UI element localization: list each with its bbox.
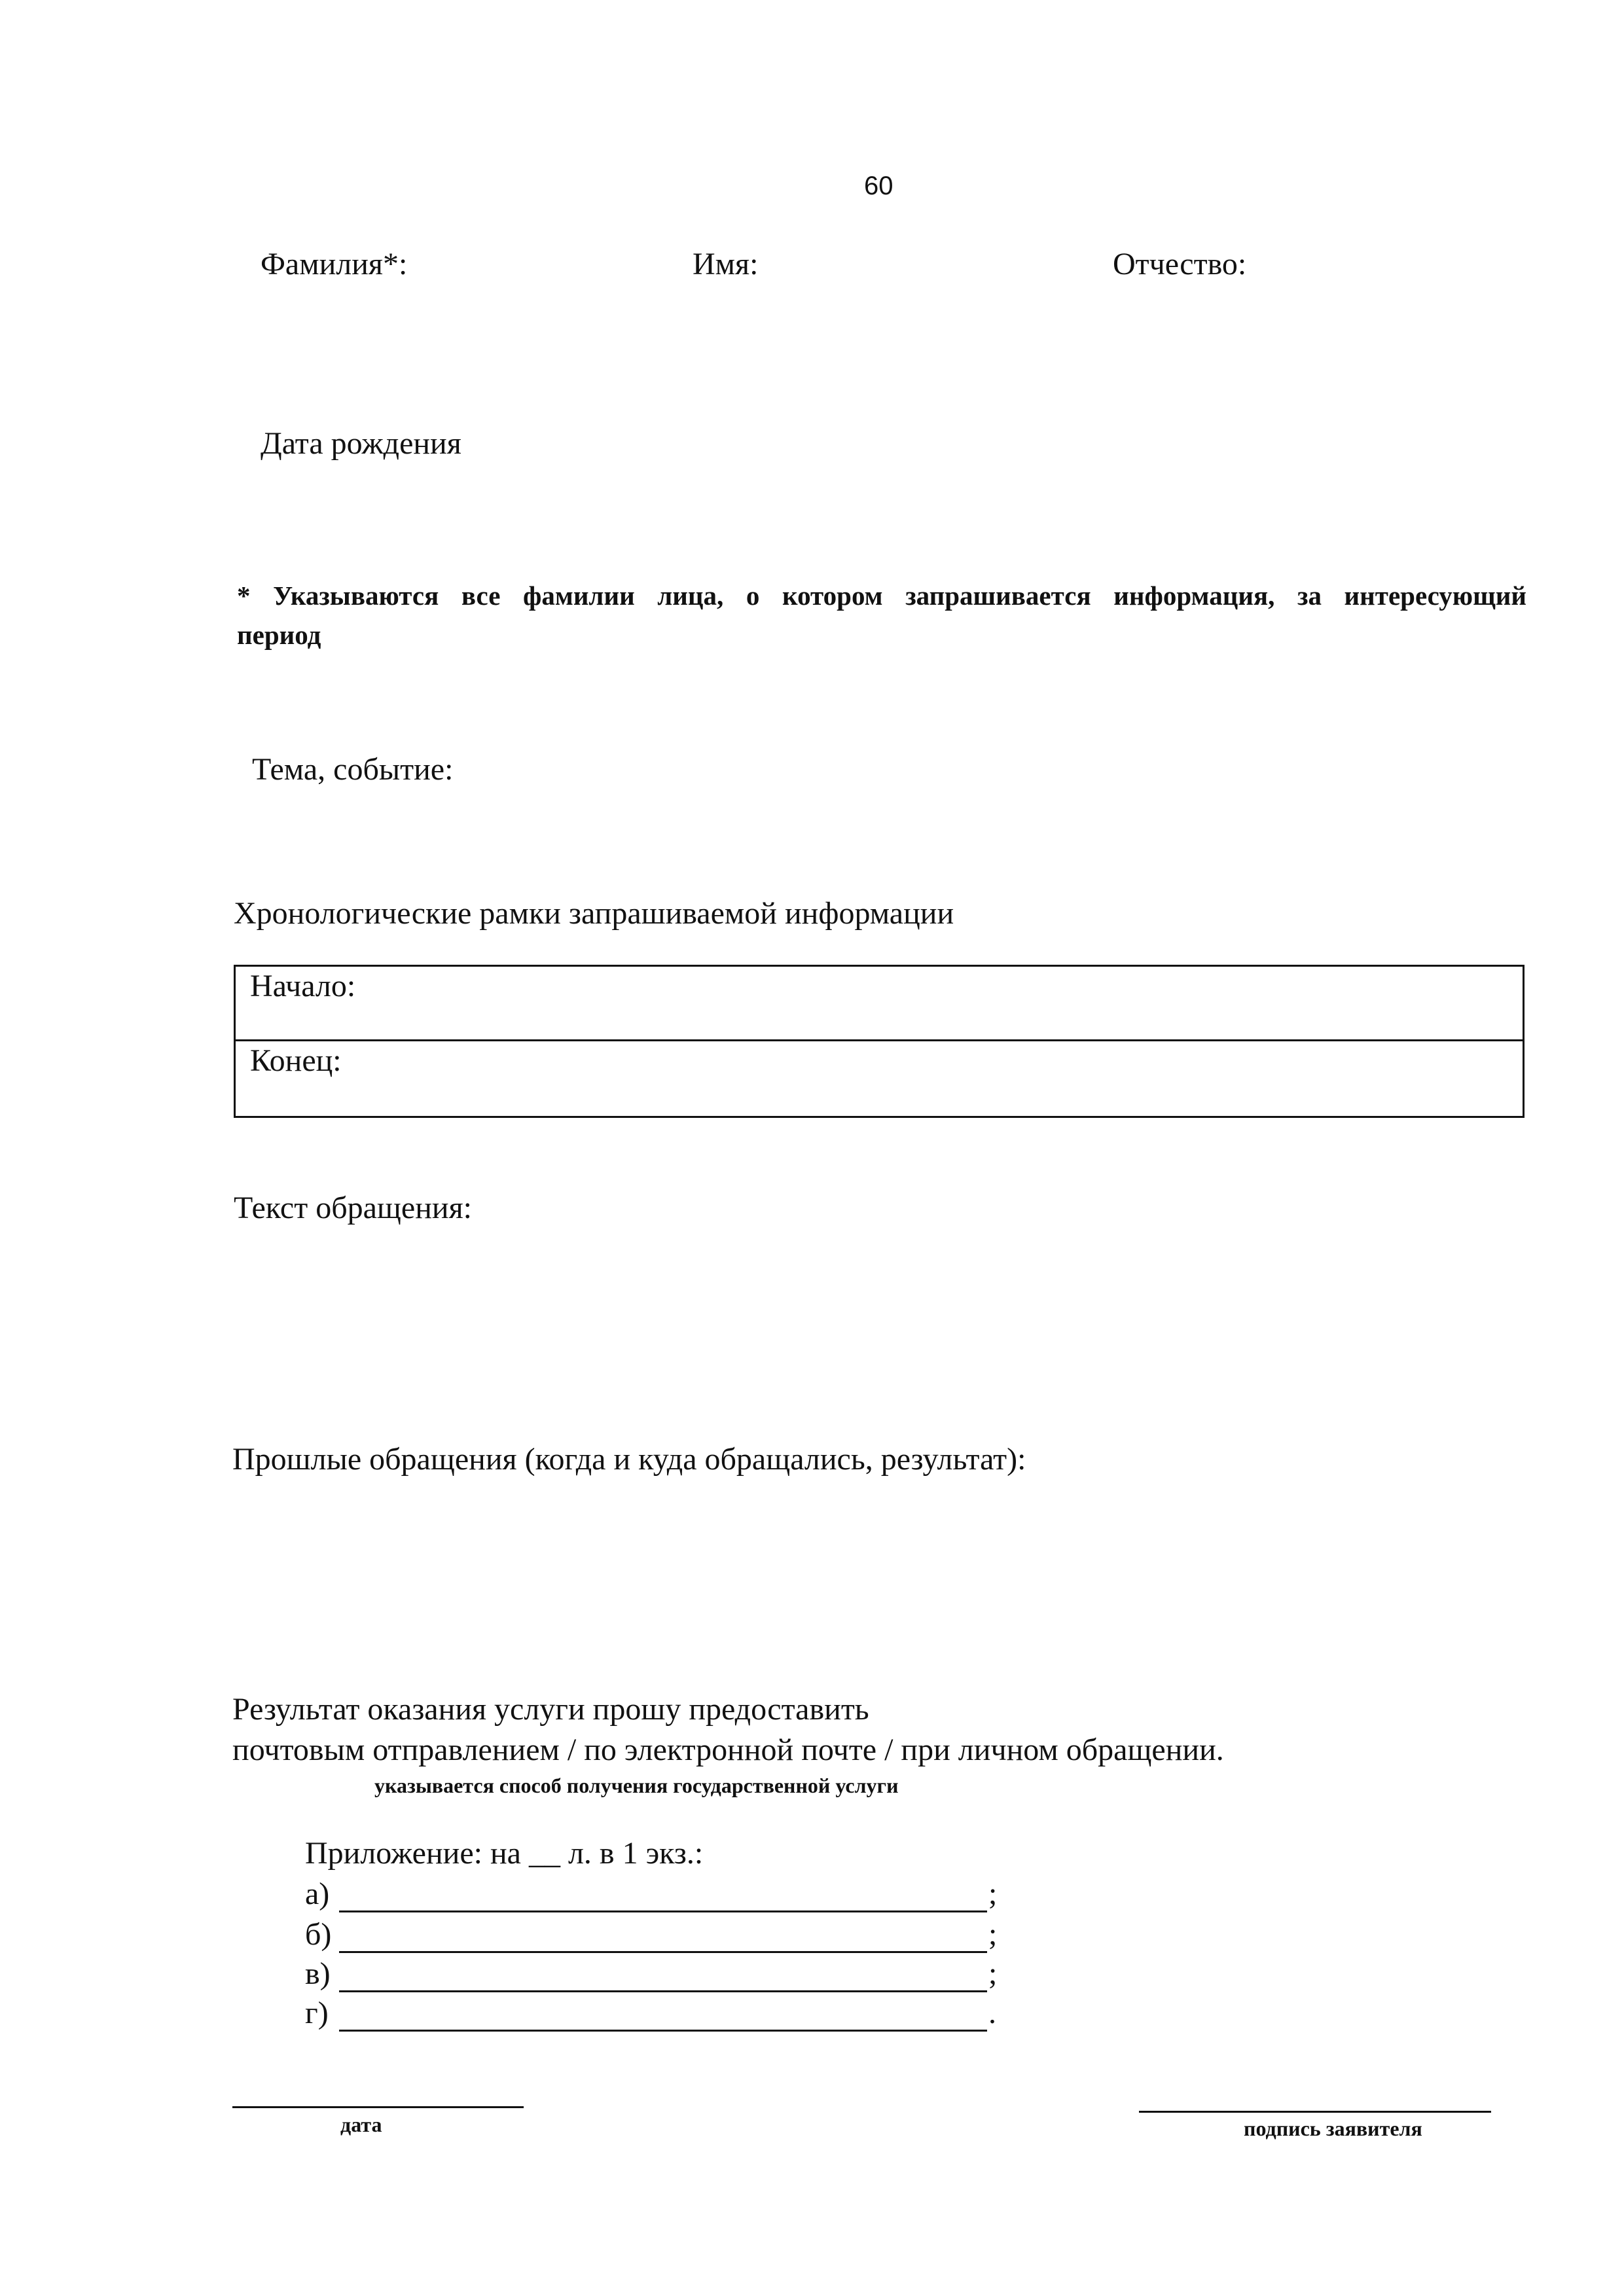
chronology-table [234, 965, 1525, 1118]
result-line-1: Результат оказания услуги прошу предоставить [232, 1692, 869, 1727]
surname-label: Фамилия*: [261, 247, 408, 281]
topic-label: Тема, событие: [252, 752, 454, 787]
result-line-2: почтовым отправлением / по электронной почте / при личном обращении. [232, 1732, 1224, 1767]
signature-label: подпись заявителя [1244, 2117, 1422, 2140]
start-row[interactable] [236, 967, 1523, 1041]
attachment-item-a[interactable] [305, 1876, 1012, 1916]
attachment-punct: ; [988, 1956, 998, 1991]
attachment-blank-line[interactable] [339, 1990, 987, 1992]
attachment-blank-line[interactable] [339, 2030, 987, 2032]
attachment-punct: ; [988, 1917, 998, 1952]
signature-line[interactable] [1139, 2111, 1491, 2113]
attachment-blank-line[interactable] [339, 1910, 987, 1912]
end-label: Конец: [250, 1043, 342, 1078]
attachment-letter: в) [305, 1956, 331, 1991]
name-label: Имя: [693, 247, 759, 281]
footnote-line-2: период [237, 620, 321, 650]
attachment-punct: . [988, 1996, 996, 2030]
birth-date-label: Дата рождения [261, 426, 461, 461]
attachment-heading: Приложение: на __ л. в 1 экз.: [305, 1836, 704, 1871]
surname-footnote [237, 576, 1526, 655]
end-row[interactable] [236, 1041, 1523, 1116]
request-text-label: Текст обращения: [234, 1191, 472, 1225]
patronymic-label: Отчество: [1113, 247, 1247, 281]
start-label: Начало: [250, 969, 356, 1003]
result-note: указывается способ получения государственной услуги [374, 1774, 899, 1797]
attachment-punct: ; [988, 1876, 998, 1911]
date-line[interactable] [232, 2106, 524, 2108]
footnote-line-1: * Указываются все фамилии лица, о котором запрашивается информация, за интересующий [237, 581, 1526, 611]
past-requests-label: Прошлые обращения (когда и куда обращались, результат): [232, 1442, 1026, 1477]
page-number: 60 [864, 171, 893, 200]
date-label: дата [340, 2113, 382, 2136]
attachment-item-b[interactable] [305, 1916, 1012, 1957]
attachment-item-g[interactable] [305, 1995, 1012, 2036]
attachment-letter: б) [305, 1917, 332, 1952]
attachment-blank-line[interactable] [339, 1951, 987, 1953]
attachment-letter: г) [305, 1996, 329, 2030]
attachment-item-v[interactable] [305, 1956, 1012, 1996]
attachment-letter: а) [305, 1876, 330, 1911]
chronology-title: Хронологические рамки запрашиваемой информации [234, 896, 954, 931]
